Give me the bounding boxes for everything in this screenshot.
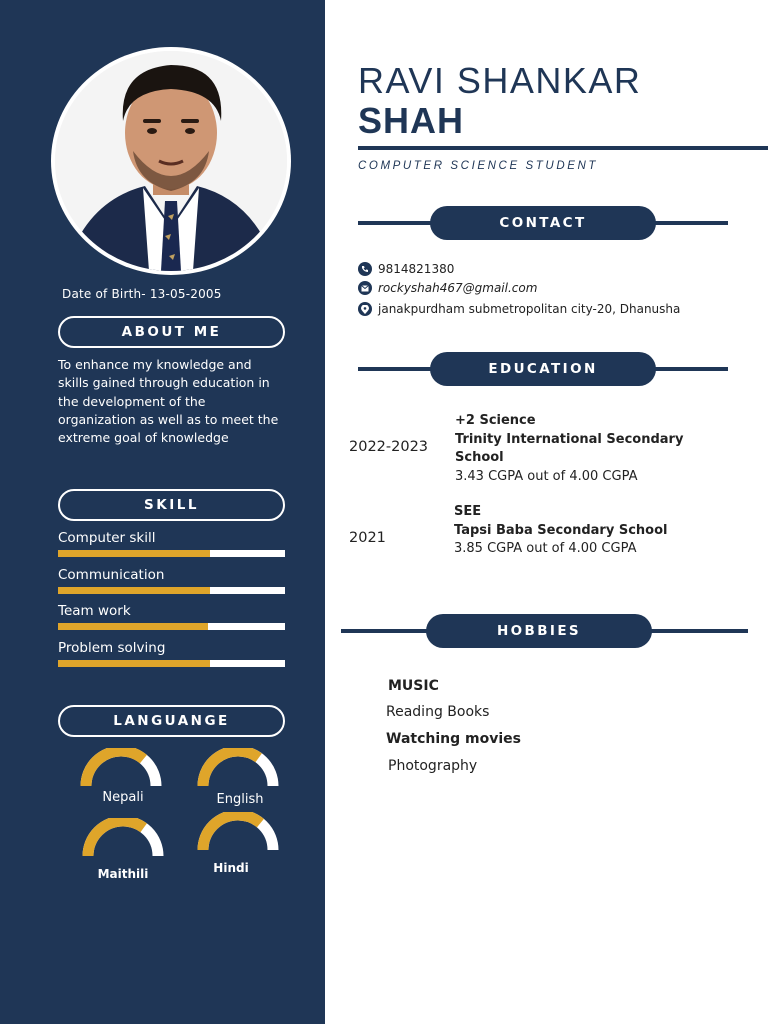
skill-item [58,567,285,594]
education-entry [455,412,755,486]
name-first: RAVI SHANKAR [358,60,642,101]
education-entry [454,503,754,559]
skill-bar [58,587,285,594]
language-label: Maithili [97,867,149,881]
skill-bar [58,550,285,557]
language-gauge-hindi [197,812,279,854]
email-address[interactable]: rockyshah467@gmail.com [378,281,538,295]
hobby-item: MUSIC [388,678,439,694]
hobbies-heading: HOBBIES [426,614,652,648]
phone-number: 9814821380 [378,262,455,276]
skill-item [58,603,285,630]
name-last: SHAH [358,100,465,141]
skill-bar-fill [58,623,208,630]
profile-photo [55,51,287,271]
skill-bar [58,660,285,667]
education-year: 2021 [349,530,386,546]
skill-label: Communication [58,567,165,583]
language-gauge-nepali [80,748,162,790]
contact-email [358,281,537,295]
hobby-item: Photography [388,758,478,774]
about-text: To enhance my knowledge and skills gained through education in the development of the organization as well as to meet the extreme goal of knowledge [58,357,279,446]
skill-item [58,530,285,557]
skill-heading: SKILL [58,489,285,521]
contact-phone [358,262,454,276]
hobby-item: Watching movies [386,731,521,747]
language-gauge-maithili [82,818,164,860]
skill-bar-fill [58,660,210,667]
education-school: Trinity International Secondary School [455,431,684,465]
education-grade: 3.85 CGPA out of 4.00 CGPA [454,541,637,556]
skill-item [58,640,285,667]
education-level: +2 Science [455,413,536,428]
language-label: English [216,792,264,807]
name-divider [358,146,768,150]
location-icon [358,302,372,316]
skill-label: Problem solving [58,640,166,656]
language-gauge-english [197,748,279,790]
education-grade: 3.43 CGPA out of 4.00 CGPA [455,468,638,484]
mail-icon [358,281,372,295]
about-heading: ABOUT ME [58,316,285,348]
phone-icon [358,262,372,276]
language-heading: LANGUANGE [58,705,285,737]
date-of-birth: Date of Birth- 13-05-2005 [62,287,222,301]
education-level: SEE [454,504,482,519]
skill-label: Team work [58,603,131,619]
language-label: Nepali [102,790,144,805]
hobby-item: Reading Books [386,704,490,720]
contact-heading: CONTACT [430,206,656,240]
education-year: 2022-2023 [349,439,429,455]
skill-bar-fill [58,550,210,557]
address-text: janakpurdham submetropolitan city-20, Dhanusha [378,302,681,316]
skill-label: Computer skill [58,530,156,546]
skill-bar [58,623,285,630]
contact-address [358,302,680,316]
language-label: Hindi [213,861,249,875]
job-title: COMPUTER SCIENCE STUDENT [358,160,599,172]
skill-bar-fill [58,587,210,594]
education-heading: EDUCATION [430,352,656,386]
education-school: Tapsi Baba Secondary School [454,522,668,538]
